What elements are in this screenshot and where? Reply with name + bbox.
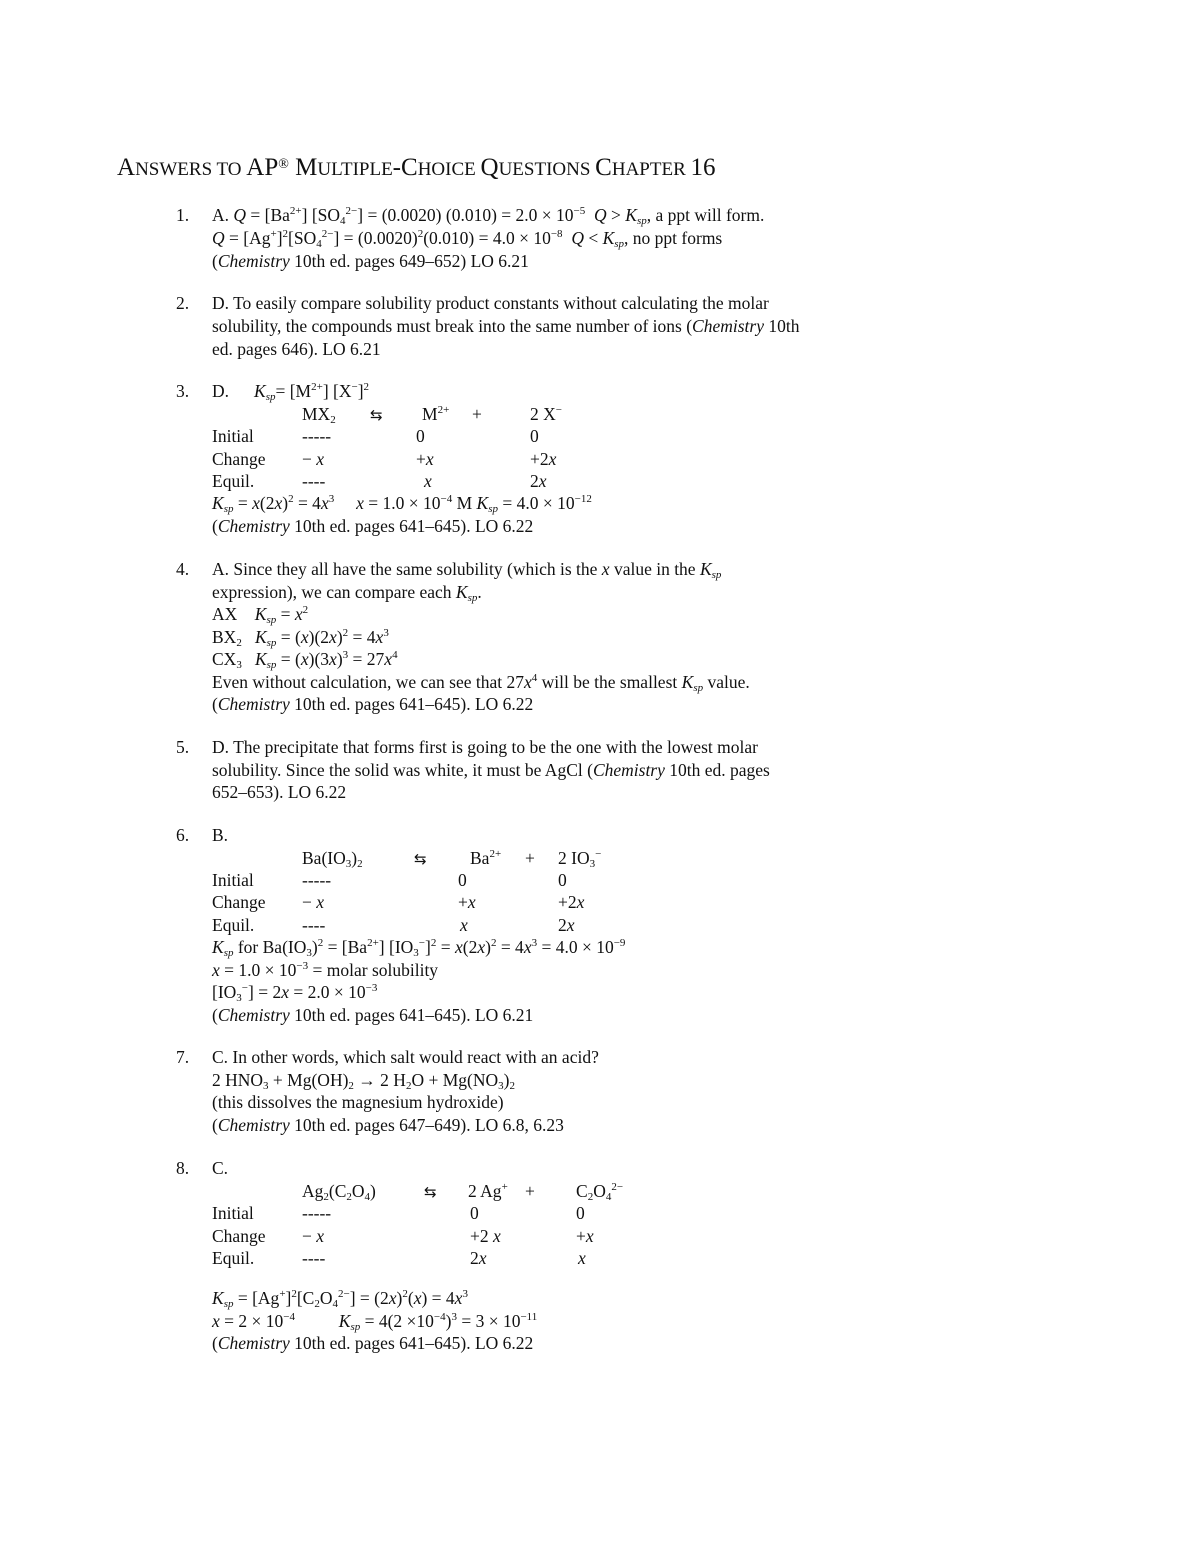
q3-header-anion: 2 X− [530,404,562,424]
q7-reference: (Chemistry 10th ed. pages 647–649). LO 6.8, 6.23 [212,1115,564,1135]
q4-ax: AX $K_{sp} = x^2$ [212,604,309,626]
q5-line-3: 652–653). LO 6.22 [212,782,347,802]
q4-reference: (Chemistry 10th ed. pages 641–645). LO 6.22 [212,694,534,714]
question-number: 2. [176,293,190,313]
q8-reference: (Chemistry 10th ed. pages 641–645). LO 6.22 [212,1333,534,1353]
q3-cell: 0 [416,426,425,446]
q3-header-reactant: $MX_2$ [302,404,336,426]
q8-header-anion: $C_2O_4^{2-}$ [576,1181,624,1203]
q3-calculation: $K_{sp} = x(2x)^2 = 4x^3$ $x = 1.0 \times 10^{-4}$ M $K_{sp} = 4.0 \times 10^{-12}$ [212,493,592,515]
q8-cell: x [578,1248,586,1268]
q3-header-cation: $M^{2+}$ [422,404,450,424]
q6-iodate-concentration: $[IO_3^-] = 2x = 2.0 \times 10^{-3}$ [212,982,378,1004]
q4-cx3: $CX_3$ $K_{sp} = (x)(3x)^3 = 27x^4$ [212,649,398,671]
q3-row-initial: Initial [212,426,254,446]
q6-header-cation: $Ba^{2+}$ [470,848,502,868]
q3-reference: (Chemistry 10th ed. pages 641–645). LO 6.22 [212,516,534,536]
q1-line-1: A. $Q = [Ba^{2+}] [SO_4^{2-}] = (0.0020) (0.010) = 2.0 \times 10^{-5}$ $Q > K_{sp}$, a ppt will form. [212,205,765,227]
q3-cell: ----- [302,426,332,446]
q8-cell: +x [576,1226,594,1246]
q7-line-3: (this dissolves the magnesium hydroxide) [212,1092,504,1112]
q6-answer: B. [212,825,229,845]
q2-line-1: D. To easily compare solubility product constants without calculating the molar [212,293,769,313]
equilibrium-arrow-icon: ⇆ [414,850,427,868]
q2-line-3: ed. pages 646). LO 6.21 [212,339,381,359]
q7-reaction: 2 $HNO_3 + Mg(OH)_2 \to 2$ $H_2O + Mg(NO_3)_2$ [212,1070,515,1092]
q8-row-equil: Equil. [212,1248,255,1268]
q3-answer: D. [212,381,230,401]
q1-reference: (Chemistry 10th ed. pages 649–652) LO 6.21 [212,251,529,271]
q6-cell: ---- [302,915,326,935]
q6-reference: (Chemistry 10th ed. pages 641–645). LO 6.21 [212,1005,534,1025]
q8-solution: $x = 2 \times 10^{-4}$ $K_{sp} = 4(2 \times 10^{-4})^3 = 3 \times 10^{-11}$ [212,1311,538,1333]
q8-cell: − x [302,1226,325,1246]
question-number: 5. [176,737,190,757]
question-number: 3. [176,381,190,401]
q3-cell: +2x [530,449,557,469]
question-number: 6. [176,825,190,845]
question-number: 4. [176,559,190,579]
q8-header-reactant: $Ag_2(C_2O_4)$ [302,1181,376,1203]
q5-line-2: solubility. Since the solid was white, it must be AgCl (Chemistry 10th ed. pages [212,760,770,780]
q8-cell: 0 [470,1203,479,1223]
q6-cell: +2x [558,892,585,912]
q7-line-1: C. In other words, which salt would react with an acid? [212,1047,599,1067]
q8-row-change: Change [212,1226,266,1246]
q2-line-2: solubility, the compounds must break into the same number of ions (Chemistry 10th [212,316,800,336]
q4-bx2: $BX_2$ $K_{sp} = (x)(2x)^2 = 4x^3$ [212,627,389,649]
q6-row-initial: Initial [212,870,254,890]
q8-row-initial: Initial [212,1203,254,1223]
q3-row-change: Change [212,449,266,469]
page-title: ANSWERS TO AP® MULTIPLE-CHOICE QUESTIONS CHAPTER 16 [117,154,716,181]
q8-ksp-expression: $K_{sp} = [Ag^+]^2[C_2O_4^{2-}] = (2x)^2(x) = 4x^3$ [212,1288,468,1310]
q4-line-2: expression), we can compare each $K_{sp}$. [212,582,482,604]
q8-header-cation: 2 Ag+ [468,1181,508,1201]
q8-cell: +2 x [470,1226,501,1246]
q6-cell: 0 [558,870,567,890]
q4-line-6: Even without calculation, we can see that $27x^4$ will be the smallest $K_{sp}$ value. [212,672,750,694]
q6-cell: − x [302,892,325,912]
q4-line-1: A. Since they all have the same solubility (which is the x value in the $K_{sp}$ [212,559,722,581]
q6-cell: x [460,915,468,935]
question-number: 8. [176,1158,190,1178]
equilibrium-arrow-icon: ⇆ [370,406,383,424]
q8-cell: ----- [302,1203,332,1223]
q3-cell: 0 [530,426,539,446]
q3-ksp-expression: $K_{sp}= [M^{2+}]$ $[X^-]^2$ [254,381,370,403]
q3-row-equil: Equil. [212,471,255,491]
q6-header-plus: + [525,848,535,868]
q6-row-change: Change [212,892,266,912]
q6-cell: 0 [458,870,467,890]
q3-header-plus: + [472,404,482,424]
q1-line-2: $Q = [Ag^+]^2[SO_4^{2-}] = (0.0020)^2(0.010) = 4.0 \times 10^{-8}$ $Q < K_{sp}$, no ppt forms [212,228,723,250]
q3-cell: +x [416,449,434,469]
q8-answer: C. [212,1158,229,1178]
q6-cell: +x [458,892,476,912]
q8-cell: 2x [470,1248,487,1268]
q6-header-reactant: $Ba(IO_3)_2$ [302,848,363,870]
q5-line-1: D. The precipitate that forms first is going to be the one with the lowest molar [212,737,758,757]
q6-header-anion: 2 $IO_3^-$ [558,848,602,870]
q8-header-plus: + [525,1181,535,1201]
q6-row-equil: Equil. [212,915,255,935]
equilibrium-arrow-icon: ⇆ [424,1183,437,1201]
q6-ksp-calculation: $K_{sp}$ for $Ba(IO_3)^2 = [Ba^{2+}] [IO_3^-]^2 = x(2x)^2 = 4x^3 = 4.0 \times 10^{-9}$ [212,937,626,959]
q6-cell: ----- [302,870,332,890]
q3-cell: ---- [302,471,326,491]
question-number: 7. [176,1047,190,1067]
question-number: 1. [176,205,190,225]
q3-cell: − x [302,449,325,469]
q6-molar-solubility: $x = 1.0 \times 10^{-3}$ = molar solubility [212,960,439,980]
q3-cell: 2x [530,471,547,491]
q6-cell: 2x [558,915,575,935]
q3-cell: x [424,471,432,491]
q8-cell: 0 [576,1203,585,1223]
q8-cell: ---- [302,1248,326,1268]
